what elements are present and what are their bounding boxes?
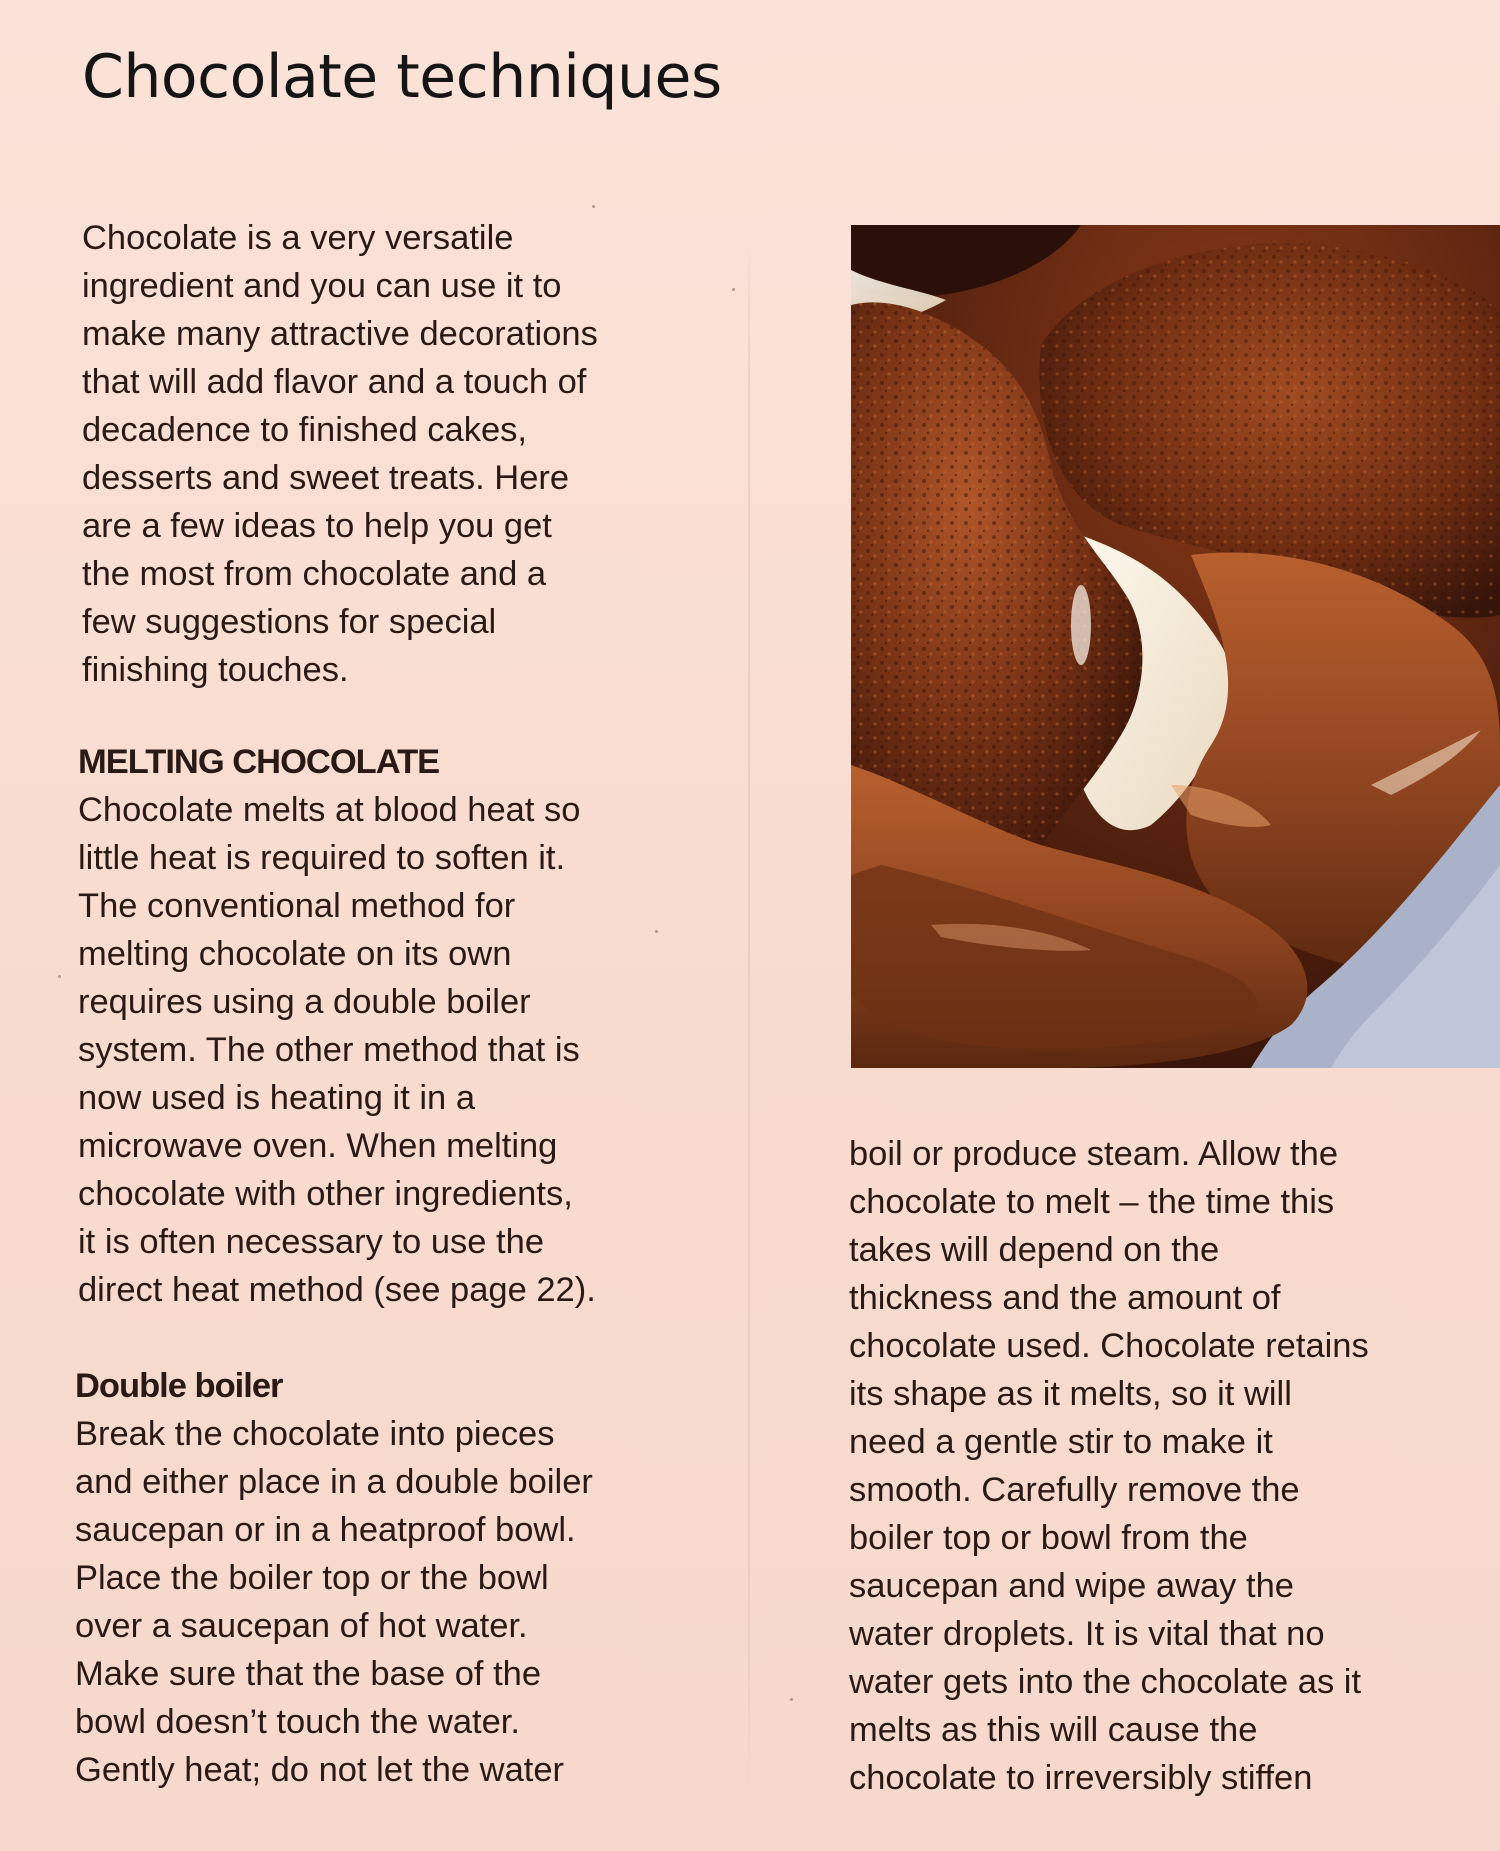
melting-line: melting chocolate on its own <box>78 935 512 973</box>
melting-chocolate-heading: MELTING CHOCOLATE <box>78 743 440 781</box>
double-boiler-line: Break the chocolate into pieces <box>75 1415 555 1453</box>
continuation-line: chocolate to irreversibly stiffen <box>849 1759 1313 1797</box>
continuation-line: takes will depend on the <box>849 1231 1220 1269</box>
paper-speck <box>790 1698 793 1701</box>
continuation-line: its shape as it melts, so it will <box>849 1375 1292 1413</box>
intro-line: the most from chocolate and a <box>82 555 547 593</box>
double-boiler-line: and either place in a double boiler <box>75 1463 593 1501</box>
intro-line: finishing touches. <box>82 651 349 689</box>
continuation-line: chocolate to melt – the time this <box>849 1183 1335 1221</box>
melting-line: direct heat method (see page 22). <box>78 1271 596 1309</box>
continuation-paragraph <box>849 1130 1369 1802</box>
melting-line: requires using a double boiler <box>78 983 531 1021</box>
intro-line: Chocolate is a very versatile <box>82 219 514 257</box>
column-divider <box>748 235 750 1795</box>
paper-speck <box>58 975 61 978</box>
intro-line: are a few ideas to help you get <box>82 507 552 545</box>
continuation-line: smooth. Carefully remove the <box>849 1471 1300 1509</box>
double-boiler-line: over a saucepan of hot water. <box>75 1607 528 1645</box>
intro-line: ingredient and you can use it to <box>82 267 562 305</box>
continuation-line: saucepan and wipe away the <box>849 1567 1294 1605</box>
intro-line: decadence to finished cakes, <box>82 411 527 449</box>
melting-line: it is often necessary to use the <box>78 1223 545 1261</box>
continuation-line: water droplets. It is vital that no <box>849 1615 1325 1653</box>
double-boiler-heading: Double boiler <box>75 1367 283 1405</box>
intro-line: make many attractive decorations <box>82 315 598 353</box>
continuation-line: melts as this will cause the <box>849 1711 1258 1749</box>
melting-line: now used is heating it in a <box>78 1079 476 1117</box>
melting-line: microwave oven. When melting <box>78 1127 558 1165</box>
paper-speck <box>592 205 595 208</box>
double-boiler-line: bowl doesn’t touch the water. <box>75 1703 520 1741</box>
double-boiler-line: saucepan or in a heatproof bowl. <box>75 1511 576 1549</box>
melting-line: system. The other method that is <box>78 1031 580 1069</box>
paper-speck <box>732 288 735 291</box>
chocolate-pudding-photo <box>851 225 1500 1068</box>
continuation-line: boil or produce steam. Allow the <box>849 1135 1339 1173</box>
continuation-line: thickness and the amount of <box>849 1279 1281 1317</box>
double-boiler-line: Place the boiler top or the bowl <box>75 1559 549 1597</box>
melting-line: The conventional method for <box>78 887 516 925</box>
intro-line: desserts and sweet treats. Here <box>82 459 570 497</box>
intro-line: that will add flavor and a touch of <box>82 363 587 401</box>
melting-line: little heat is required to soften it. <box>78 839 566 877</box>
paper-speck <box>655 930 658 933</box>
melting-line: chocolate with other ingredients, <box>78 1175 573 1213</box>
page-title: Chocolate techniques <box>82 42 722 113</box>
chocolate-pudding-illustration <box>851 225 1500 1068</box>
continuation-line: boiler top or bowl from the <box>849 1519 1248 1557</box>
intro-line: few suggestions for special <box>82 603 497 641</box>
melting-line: Chocolate melts at blood heat so <box>78 791 581 829</box>
continuation-line: water gets into the chocolate as it <box>849 1663 1362 1701</box>
continuation-line: chocolate used. Chocolate retains <box>849 1327 1369 1365</box>
double-boiler-line: Gently heat; do not let the water <box>75 1751 565 1789</box>
intro-paragraph <box>82 214 598 694</box>
double-boiler-line: Make sure that the base of the <box>75 1655 542 1693</box>
double-boiler-section <box>75 1362 593 1794</box>
melting-chocolate-section <box>78 738 596 1314</box>
continuation-line: need a gentle stir to make it <box>849 1423 1273 1461</box>
